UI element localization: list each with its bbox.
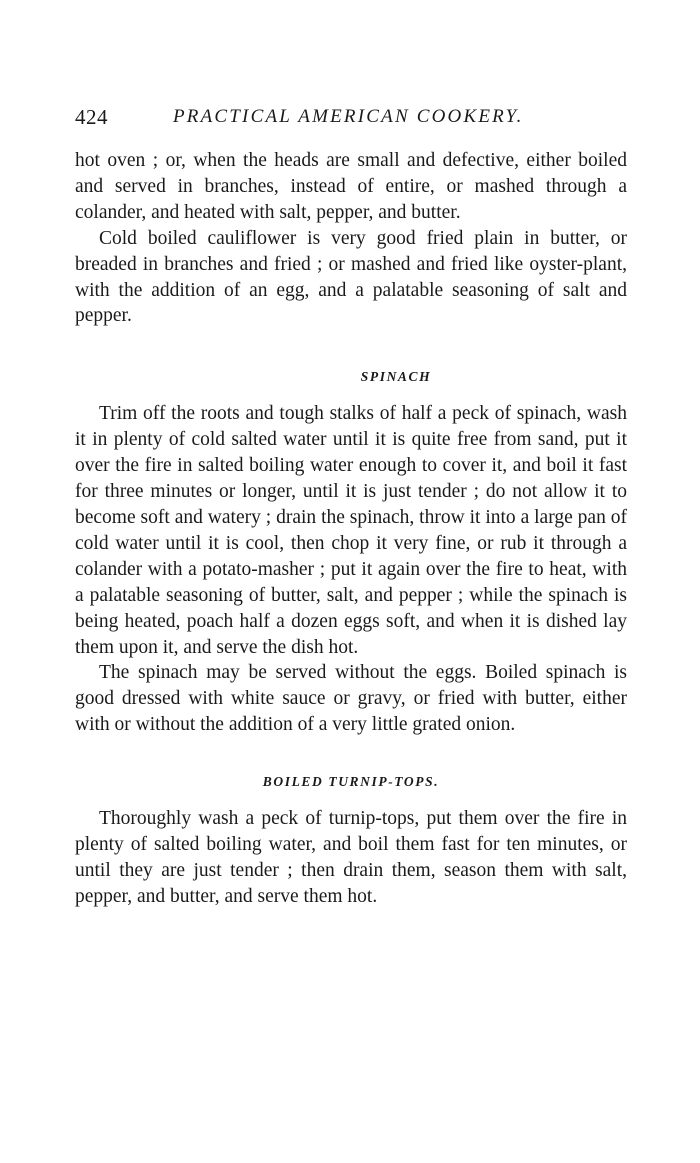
turnip-tops-heading: BOILED TURNIP-TOPS. — [262, 774, 440, 790]
book-page — [75, 100, 627, 910]
body-text — [75, 148, 627, 910]
turnip-tops-paragraph: Thoroughly wash a peck of turnip-tops, put them over the fire in plenty of salted boiling water, and boil them fast for ten minutes, or until they are just tender ; then drain them, season them with salt, pepper, and butter, and serve them hot. — [75, 808, 627, 907]
running-title: PRACTICAL AMERICAN COOKERY. — [173, 106, 524, 127]
spinach-paragraph-1: Trim off the roots and tough stalks of half a peck of spinach, wash it in plenty of cold salted water until it is quite free from sand, put it over the fire in salted boiling water enough to cover it, and boil it fast for three minutes or longer, until it is just tender ; do not allow it to become soft and watery ; drain the spinach, throw it into a large pan of cold water until it is cool, then chop it very fine, or rub it through a colander with a potato-masher ; put it again over the fire to heat, with a palatable seasoning of butter, salt, and pepper ; while the spinach is being heated, poach half a dozen eggs soft, and when it is dished lay them upon it, and serve the dish hot. — [75, 403, 627, 658]
page-number: 424 — [75, 105, 108, 129]
running-head — [75, 100, 627, 134]
spinach-heading: SPINACH — [360, 369, 432, 385]
cauliflower-continuation: hot oven ; or, when the heads are small and defective, either boiled and served in branches, instead of entire, or mashed through a colander, and heated with salt, pepper, and butter. — [75, 150, 627, 223]
cauliflower-paragraph: Cold boiled cauliflower is very good fried plain in butter, or breaded in branches and fried ; or mashed and fried like oyster-plant, with the addition of an egg, and a palatable seasoning of salt and pepper. — [75, 227, 627, 327]
spinach-paragraph-2: The spinach may be served without the eggs. Boiled spinach is good dressed with white sauce or gravy, or fried with butter, either with or without the addition of a very little grated onion. — [75, 662, 627, 736]
